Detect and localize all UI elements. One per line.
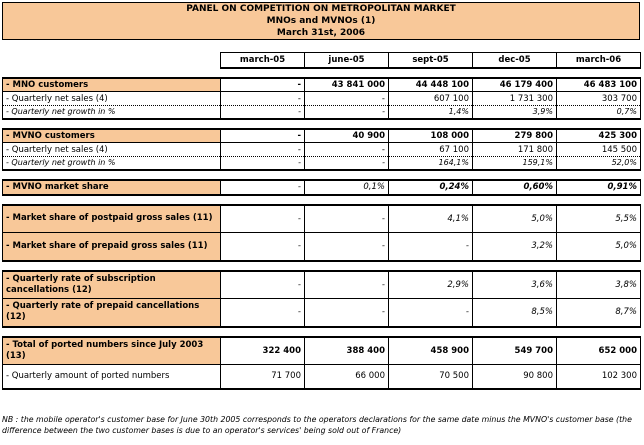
column-header: march-06 xyxy=(557,53,641,68)
table-cell: 3,6% xyxy=(473,271,557,299)
table-cell: - xyxy=(305,143,389,157)
table-cell: - xyxy=(305,92,389,106)
table-cell: 52,0% xyxy=(557,157,641,170)
table-cell: 425 300 xyxy=(557,129,641,143)
table-row xyxy=(3,106,641,119)
table-row xyxy=(3,233,641,261)
table-cell: 8,7% xyxy=(557,299,641,327)
report-date: March 31st, 2006 xyxy=(276,28,366,38)
table-cell: 303 700 xyxy=(557,92,641,106)
table-cell: 67 100 xyxy=(389,143,473,157)
table-cell: 388 400 xyxy=(305,337,389,365)
table-cell: 90 800 xyxy=(473,365,557,389)
table-cell: 3,8% xyxy=(557,271,641,299)
column-header: sept-05 xyxy=(389,53,473,68)
row-label: - Quarterly net sales (4) xyxy=(3,143,221,157)
table-cell: 0,1% xyxy=(305,180,389,195)
table-cell: 5,0% xyxy=(557,233,641,261)
table-cell: 145 500 xyxy=(557,143,641,157)
table-cell: 159,1% xyxy=(473,157,557,170)
table-cell: 4,1% xyxy=(389,205,473,233)
table-row xyxy=(3,129,641,143)
table-cell: 71 700 xyxy=(221,365,305,389)
table-cell: 3,9% xyxy=(473,106,557,119)
table-cell: - xyxy=(305,106,389,119)
table-row xyxy=(3,157,641,170)
row-label: - Quarterly amount of ported numbers xyxy=(3,365,221,389)
table-cell: - xyxy=(221,271,305,299)
table-cell: 1,4% xyxy=(389,106,473,119)
competition-table xyxy=(2,52,641,390)
table-cell: 66 000 xyxy=(305,365,389,389)
table-row xyxy=(3,92,641,106)
table-cell: 0,24% xyxy=(389,180,473,195)
table-cell: 2,9% xyxy=(389,271,473,299)
table-cell: 0,60% xyxy=(473,180,557,195)
table-cell: - xyxy=(221,106,305,119)
table-cell: 3,2% xyxy=(473,233,557,261)
row-label: - Total of ported numbers since July 2003 (13) xyxy=(3,337,221,365)
table-cell: - xyxy=(305,205,389,233)
row-label: - Quarterly rate of subscription cancellations (12) xyxy=(3,271,221,299)
table-cell: - xyxy=(221,129,305,143)
column-header-row xyxy=(3,53,641,68)
report-title: PANEL ON COMPETITION ON METROPOLITAN MARKET xyxy=(186,4,456,14)
table-cell: - xyxy=(221,157,305,170)
table-cell: 44 448 100 xyxy=(389,78,473,92)
table-cell: - xyxy=(221,92,305,106)
header-blank-cell xyxy=(3,53,221,68)
table-cell: - xyxy=(221,299,305,327)
table-cell: - xyxy=(221,205,305,233)
row-label: - Market share of prepaid gross sales (11) xyxy=(3,233,221,261)
table-cell: 458 900 xyxy=(389,337,473,365)
table-cell: 46 483 100 xyxy=(557,78,641,92)
table-cell: - xyxy=(221,78,305,92)
table-cell: 607 100 xyxy=(389,92,473,106)
table-cell: 0,91% xyxy=(557,180,641,195)
row-label: - Quarterly net growth in % xyxy=(3,106,221,119)
row-label: - MVNO customers xyxy=(3,129,221,143)
table-cell: - xyxy=(305,157,389,170)
table-row xyxy=(3,365,641,389)
table-cell: 164,1% xyxy=(389,157,473,170)
row-label: - Quarterly net sales (4) xyxy=(3,92,221,106)
table-row xyxy=(3,337,641,365)
table-cell: 5,5% xyxy=(557,205,641,233)
table-cell: - xyxy=(305,299,389,327)
table-cell: 8,5% xyxy=(473,299,557,327)
table-row xyxy=(3,271,641,299)
row-label: - Market share of postpaid gross sales (11) xyxy=(3,205,221,233)
table-cell: 652 000 xyxy=(557,337,641,365)
table-cell: - xyxy=(389,299,473,327)
row-label: - Quarterly net growth in % xyxy=(3,157,221,170)
row-label: - MNO customers xyxy=(3,78,221,92)
table-cell: 108 000 xyxy=(389,129,473,143)
table-cell: - xyxy=(305,271,389,299)
table-cell: 279 800 xyxy=(473,129,557,143)
table-cell: 43 841 000 xyxy=(305,78,389,92)
table-cell: - xyxy=(221,233,305,261)
table-cell: 171 800 xyxy=(473,143,557,157)
table-cell: - xyxy=(305,233,389,261)
column-header: dec-05 xyxy=(473,53,557,68)
row-label: - Quarterly rate of prepaid cancellations (12) xyxy=(3,299,221,327)
column-header: june-05 xyxy=(305,53,389,68)
table-cell: - xyxy=(389,233,473,261)
report-header xyxy=(2,2,640,40)
table-cell: 70 500 xyxy=(389,365,473,389)
report-subtitle: MNOs and MVNOs (1) xyxy=(266,16,376,26)
table-cell: - xyxy=(221,143,305,157)
table-cell: 40 900 xyxy=(305,129,389,143)
table-row xyxy=(3,205,641,233)
table-cell: 102 300 xyxy=(557,365,641,389)
table-row xyxy=(3,180,641,195)
table-row xyxy=(3,299,641,327)
table-row xyxy=(3,143,641,157)
table-cell: 549 700 xyxy=(473,337,557,365)
row-label: - MVNO market share xyxy=(3,180,221,195)
footnote: NB : the mobile operator's customer base for June 30th 2005 corresponds to the operators declarations for the same date minus the MVNO's customer base (the difference between the two customer bases is due to an operator's services' being sold out of France) xyxy=(2,415,632,435)
table-cell: 1 731 300 xyxy=(473,92,557,106)
table-cell: 322 400 xyxy=(221,337,305,365)
table-cell: 5,0% xyxy=(473,205,557,233)
table-cell: 0,7% xyxy=(557,106,641,119)
table-cell: 46 179 400 xyxy=(473,78,557,92)
column-header: march-05 xyxy=(221,53,305,68)
table-cell: - xyxy=(221,180,305,195)
table-row xyxy=(3,78,641,92)
